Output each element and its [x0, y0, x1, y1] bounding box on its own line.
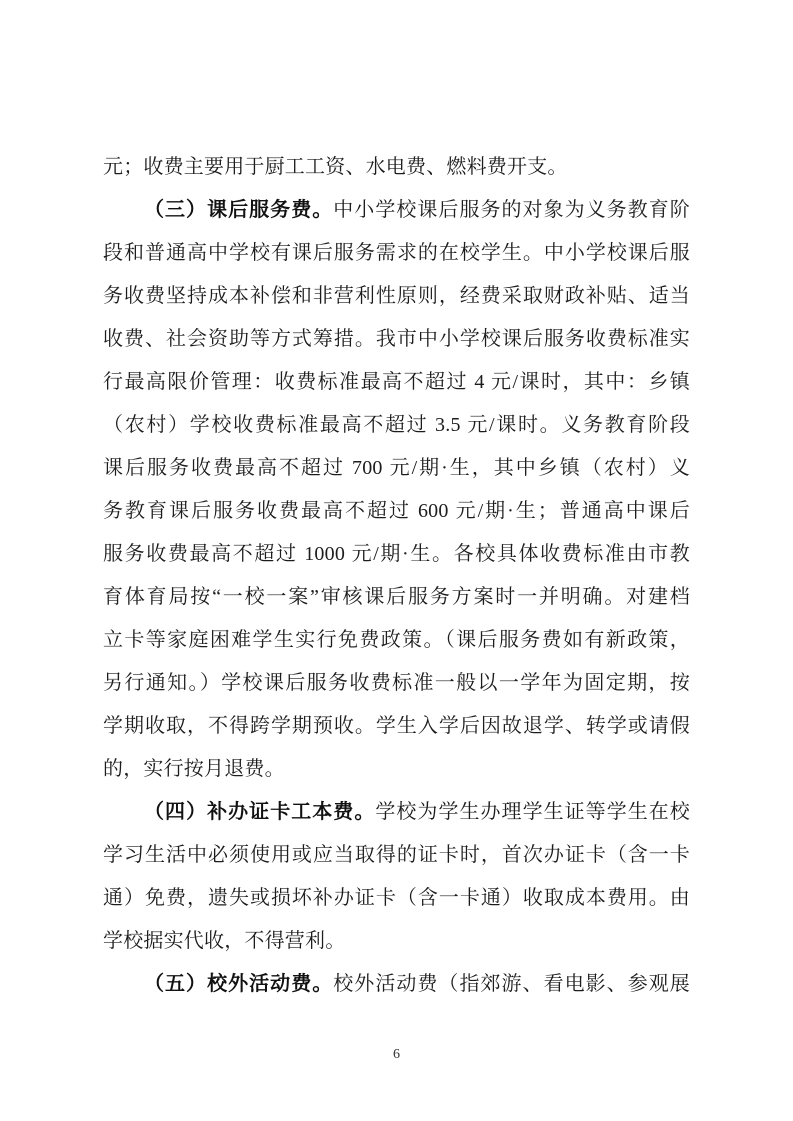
line-text: 通）免费，遗失或损坏补办证卡（含一卡通）收取成本费用。由: [103, 887, 690, 909]
document-body: [103, 146, 690, 1006]
line-text: 立卡等家庭困难学生实行免费政策。（课后服务费如有新政策，: [103, 629, 690, 651]
line-text: 收费、社会资助等方式筹措。我市中小学校课后服务收费标准实: [103, 328, 690, 350]
text-line: [103, 619, 690, 662]
line-text: 段和普通高中学校有课后服务需求的在校学生。中小学校课后服: [103, 242, 690, 264]
text-line: [103, 705, 690, 748]
text-line: [103, 361, 690, 404]
line-text: 行最高限价管理：收费标准最高不超过 4 元/课时，其中：乡镇: [103, 371, 690, 393]
line-text: 的，实行按月退费。: [103, 758, 285, 780]
text-line: [103, 920, 690, 963]
line-text: 学校据实代收，不得营利。: [103, 930, 346, 952]
line-text: 元；收费主要用于厨工工资、水电费、燃料费开支。: [103, 156, 568, 178]
line-text: 学校为学生办理学生证等学生在校: [375, 801, 691, 823]
line-text: 学习生活中必须使用或应当取得的证卡时，首次办证卡（含一卡: [103, 844, 690, 866]
section-heading: （三）课后服务费。: [144, 199, 334, 221]
text-line: [103, 791, 690, 834]
text-line: [103, 490, 690, 533]
line-text: 服务收费最高不超过 1000 元/期·生。各校具体收费标准由市教: [103, 543, 690, 565]
line-text: （农村）学校收费标准最高不超过 3.5 元/课时。义务教育阶段: [103, 414, 690, 436]
section-heading: （五）校外活动费。: [144, 973, 334, 995]
line-text: 校外活动费（指郊游、看电影、参观展: [333, 973, 690, 995]
section-heading: （四）补办证卡工本费。: [144, 801, 376, 823]
text-line: [103, 189, 690, 232]
line-text: 务收费坚持成本补偿和非营利性原则，经费采取财政补贴、适当: [103, 285, 690, 307]
text-line: [103, 877, 690, 920]
line-text: 另行通知。）学校课后服务收费标准一般以一学年为固定期，按: [103, 672, 690, 694]
line-text: 育体育局按“一校一案”审核课后服务方案时一并明确。对建档: [103, 586, 690, 608]
text-line: [103, 318, 690, 361]
text-line: [103, 576, 690, 619]
line-text: 课后服务收费最高不超过 700 元/期·生，其中乡镇（农村）义: [103, 457, 690, 479]
text-line: [103, 146, 690, 189]
text-line: [103, 404, 690, 447]
page-number: 6: [393, 1047, 400, 1062]
line-text: 中小学校课后服务的对象为义务教育阶: [333, 199, 690, 221]
line-text: 务教育课后服务收费最高不超过 600 元/期·生；普通高中课后: [103, 500, 690, 522]
text-line: [103, 275, 690, 318]
text-line: [103, 963, 690, 1006]
text-line: [103, 834, 690, 877]
text-line: [103, 662, 690, 705]
text-line: [103, 748, 690, 791]
text-line: [103, 447, 690, 490]
line-text: 学期收取，不得跨学期预收。学生入学后因故退学、转学或请假: [103, 715, 690, 737]
text-line: [103, 533, 690, 576]
text-line: [103, 232, 690, 275]
